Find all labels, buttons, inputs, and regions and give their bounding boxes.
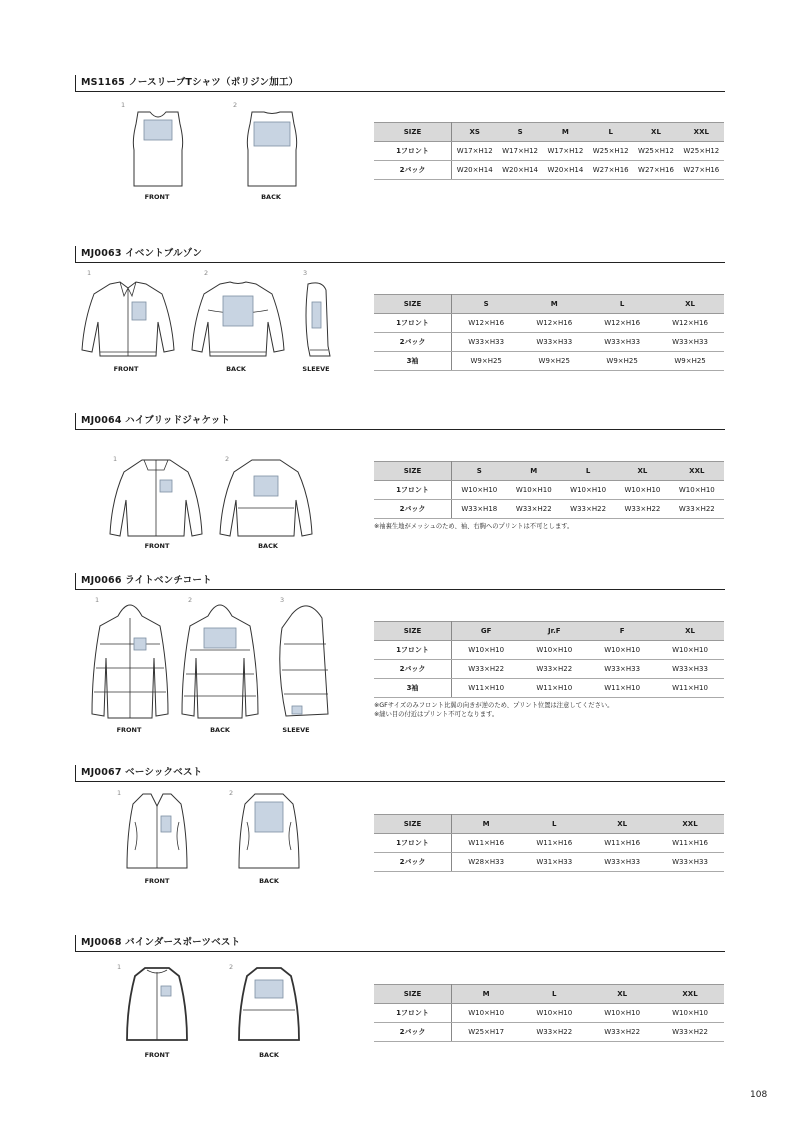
figure-caption: BACK: [226, 365, 246, 373]
table-cell: W10×H10: [656, 641, 724, 660]
hybrid-jacket-front-illustration: [108, 458, 204, 540]
row-label: 1フロント: [374, 641, 452, 660]
table-cell: W9×H25: [452, 352, 521, 371]
figure-number: 1: [95, 596, 100, 604]
table-row: [374, 660, 724, 679]
figure-number: 1: [117, 963, 122, 971]
table-cell: W25×H12: [679, 142, 724, 161]
figure-caption: BACK: [261, 193, 281, 201]
table-cell: W25×H12: [588, 142, 633, 161]
table-note: ※縫い目の付近はプリント不可となります。: [374, 711, 499, 718]
print-size-table: [374, 814, 724, 872]
figure-number: 1: [121, 101, 126, 109]
row-label: 2バック: [374, 500, 452, 519]
table-header-cell: XL: [588, 985, 656, 1004]
table-header-cell: SIZE: [374, 462, 452, 481]
table-header-cell: SIZE: [374, 815, 452, 834]
page-number: 108: [750, 1090, 768, 1100]
table-row: [374, 333, 724, 352]
table-cell: W33×H22: [615, 500, 669, 519]
section-title: MJ0063 イベントブルゾン: [81, 248, 203, 259]
table-header-cell: M: [452, 985, 521, 1004]
table-header-cell: SIZE: [374, 123, 452, 142]
table-header-cell: XL: [588, 815, 656, 834]
table-cell: W10×H10: [507, 481, 561, 500]
table-cell: W27×H16: [588, 161, 633, 180]
table-cell: W9×H25: [588, 352, 656, 371]
table-cell: W10×H10: [452, 1004, 521, 1023]
table-row: [374, 1023, 724, 1042]
sports-vest-front-illustration: [125, 966, 189, 1044]
table-cell: W11×H16: [656, 834, 724, 853]
figure-number: 1: [87, 269, 92, 277]
table-header-cell: S: [452, 295, 521, 314]
section-header: [75, 75, 725, 92]
table-cell: W11×H10: [520, 679, 588, 698]
table-cell: W33×H33: [520, 333, 588, 352]
row-label: 2バック: [374, 333, 452, 352]
table-cell: W33×H22: [656, 1023, 724, 1042]
figure-caption: BACK: [259, 877, 279, 885]
table-header-row: [374, 985, 724, 1004]
table-cell: W10×H10: [588, 1004, 656, 1023]
table-cell: W33×H22: [520, 1023, 588, 1042]
table-cell: W10×H10: [452, 481, 507, 500]
table-header-row: [374, 815, 724, 834]
table-header-cell: GF: [452, 622, 521, 641]
table-cell: W10×H10: [452, 641, 521, 660]
row-label: 3袖: [374, 679, 452, 698]
section-title: MJ0067 ベーシックベスト: [81, 767, 203, 778]
table-cell: W33×H22: [588, 1023, 656, 1042]
figure-number: 3: [280, 596, 285, 604]
table-cell: W33×H33: [656, 333, 724, 352]
figure-number: 1: [113, 455, 118, 463]
table-header-cell: XL: [633, 123, 678, 142]
table-row: [374, 314, 724, 333]
table-cell: W33×H33: [588, 333, 656, 352]
table-cell: W17×H12: [452, 142, 498, 161]
table-cell: W12×H16: [452, 314, 521, 333]
table-cell: W33×H18: [452, 500, 507, 519]
row-label: 1フロント: [374, 142, 452, 161]
table-header-cell: XXL: [670, 462, 724, 481]
table-header-row: [374, 462, 724, 481]
sleeveless-tshirt-back-illustration: [242, 110, 302, 190]
table-header-cell: XL: [656, 295, 724, 314]
table-row: [374, 834, 724, 853]
figure-number: 2: [204, 269, 209, 277]
table-header-row: [374, 622, 724, 641]
table-header-cell: M: [520, 295, 588, 314]
table-cell: W28×H33: [452, 853, 521, 872]
table-cell: W20×H14: [497, 161, 542, 180]
section-title: MJ0066 ライトベンチコート: [81, 575, 212, 586]
figure-number: 2: [229, 789, 234, 797]
table-cell: W9×H25: [520, 352, 588, 371]
section-title: MJ0068 バインダースポーツベスト: [81, 937, 241, 948]
print-size-table: [374, 984, 724, 1042]
table-note: ※GFサイズのみフロント比翼の向きが逆のため、プリント位置は注意してください。: [374, 702, 614, 709]
table-row: [374, 500, 724, 519]
table-cell: W10×H10: [520, 641, 588, 660]
row-label: 1フロント: [374, 481, 452, 500]
table-cell: W33×H22: [452, 660, 521, 679]
table-header-cell: XS: [452, 123, 498, 142]
bench-coat-sleeve-illustration: [272, 598, 332, 722]
table-cell: W10×H10: [615, 481, 669, 500]
table-cell: W20×H14: [452, 161, 498, 180]
row-label: 2バック: [374, 660, 452, 679]
table-header-cell: L: [588, 123, 633, 142]
figure-caption: SLEEVE: [302, 365, 330, 373]
table-cell: W33×H22: [507, 500, 561, 519]
section-header: [75, 573, 725, 590]
table-cell: W11×H10: [656, 679, 724, 698]
table-header-cell: S: [497, 123, 542, 142]
figure-caption: FRONT: [144, 542, 170, 550]
row-label: 2バック: [374, 161, 452, 180]
table-cell: W11×H10: [452, 679, 521, 698]
table-cell: W9×H25: [656, 352, 724, 371]
table-header-cell: M: [543, 123, 588, 142]
table-header-cell: XL: [656, 622, 724, 641]
table-header-cell: S: [452, 462, 507, 481]
table-header-cell: XXL: [656, 815, 724, 834]
figure-caption: BACK: [259, 1051, 279, 1059]
figure-number: 2: [188, 596, 193, 604]
figure-number: 3: [303, 269, 308, 277]
figure-number: 2: [225, 455, 230, 463]
section-header: [75, 935, 725, 952]
section-header: [75, 413, 725, 430]
figure-caption: FRONT: [144, 877, 170, 885]
basic-vest-back-illustration: [237, 792, 301, 872]
row-label: 2バック: [374, 1023, 452, 1042]
table-cell: W33×H33: [588, 660, 656, 679]
row-label: 1フロント: [374, 1004, 452, 1023]
table-header-cell: XXL: [679, 123, 724, 142]
figure-caption: BACK: [258, 542, 278, 550]
table-cell: W11×H10: [588, 679, 656, 698]
table-cell: W11×H16: [452, 834, 521, 853]
table-row: [374, 481, 724, 500]
table-header-cell: SIZE: [374, 295, 452, 314]
print-size-table: [374, 621, 724, 698]
blouson-back-illustration: [190, 280, 286, 362]
table-row: [374, 853, 724, 872]
table-cell: W27×H16: [633, 161, 678, 180]
print-size-table: [374, 294, 724, 371]
table-header-cell: L: [561, 462, 615, 481]
figure-caption: BACK: [210, 726, 230, 734]
table-header-cell: F: [588, 622, 656, 641]
table-header-row: [374, 295, 724, 314]
table-cell: W25×H17: [452, 1023, 521, 1042]
sleeveless-tshirt-front-illustration: [128, 110, 188, 190]
table-cell: W17×H12: [497, 142, 542, 161]
table-cell: W11×H16: [588, 834, 656, 853]
section-header: [75, 765, 725, 782]
table-row: [374, 1004, 724, 1023]
table-cell: W12×H16: [588, 314, 656, 333]
table-header-cell: L: [588, 295, 656, 314]
blouson-front-illustration: [80, 280, 176, 362]
table-header-cell: XXL: [656, 985, 724, 1004]
section-title: MJ0064 ハイブリッドジャケット: [81, 415, 231, 426]
table-header-cell: SIZE: [374, 622, 452, 641]
table-cell: W17×H12: [543, 142, 588, 161]
table-cell: W20×H14: [543, 161, 588, 180]
table-cell: W33×H22: [670, 500, 724, 519]
table-cell: W33×H33: [656, 660, 724, 679]
hybrid-jacket-back-illustration: [218, 458, 314, 540]
figure-caption: SLEEVE: [282, 726, 310, 734]
sports-vest-back-illustration: [237, 966, 301, 1044]
table-cell: W33×H33: [452, 333, 521, 352]
table-cell: W31×H33: [520, 853, 588, 872]
table-cell: W33×H33: [588, 853, 656, 872]
table-row: [374, 679, 724, 698]
table-row: [374, 142, 724, 161]
table-row: [374, 161, 724, 180]
table-cell: W10×H10: [656, 1004, 724, 1023]
figure-number: 1: [117, 789, 122, 797]
table-header-cell: M: [452, 815, 521, 834]
figure-caption: FRONT: [116, 726, 142, 734]
table-cell: W10×H10: [588, 641, 656, 660]
section-header: [75, 246, 725, 263]
table-cell: W33×H33: [656, 853, 724, 872]
table-note: ※袖裏生地がメッシュのため、袖、右胸へのプリントは不可とします。: [374, 523, 574, 530]
table-cell: W10×H10: [561, 481, 615, 500]
table-cell: W27×H16: [679, 161, 724, 180]
bench-coat-back-illustration: [180, 598, 260, 722]
figure-caption: FRONT: [113, 365, 139, 373]
row-label: 1フロント: [374, 314, 452, 333]
table-cell: W11×H16: [520, 834, 588, 853]
bench-coat-front-illustration: [90, 598, 170, 722]
section-title: MS1165 ノースリーブTシャツ（ポリジン加工）: [81, 77, 299, 88]
figure-caption: FRONT: [144, 193, 170, 201]
table-row: [374, 352, 724, 371]
print-size-table: [374, 461, 724, 519]
print-size-table: [374, 122, 724, 180]
row-label: 3袖: [374, 352, 452, 371]
figure-number: 2: [229, 963, 234, 971]
table-cell: W25×H12: [633, 142, 678, 161]
table-cell: W12×H16: [520, 314, 588, 333]
table-cell: W10×H10: [520, 1004, 588, 1023]
basic-vest-front-illustration: [125, 792, 189, 872]
table-header-cell: L: [520, 985, 588, 1004]
table-header-cell: XL: [615, 462, 669, 481]
table-row: [374, 641, 724, 660]
figure-number: 2: [233, 101, 238, 109]
row-label: 2バック: [374, 853, 452, 872]
blouson-sleeve-illustration: [300, 280, 332, 362]
table-header-cell: SIZE: [374, 985, 452, 1004]
row-label: 1フロント: [374, 834, 452, 853]
table-cell: W33×H22: [561, 500, 615, 519]
table-cell: W12×H16: [656, 314, 724, 333]
table-header-cell: Jr.F: [520, 622, 588, 641]
table-header-row: [374, 123, 724, 142]
table-cell: W10×H10: [670, 481, 724, 500]
table-header-cell: L: [520, 815, 588, 834]
figure-caption: FRONT: [144, 1051, 170, 1059]
table-cell: W33×H22: [520, 660, 588, 679]
table-header-cell: M: [507, 462, 561, 481]
